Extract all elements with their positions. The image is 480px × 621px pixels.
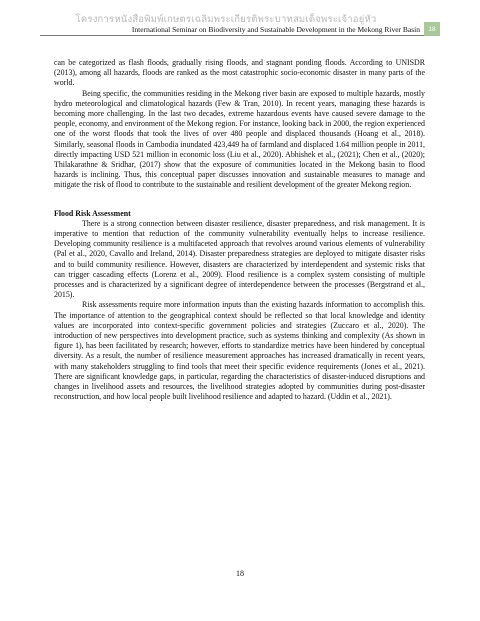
section-heading: Flood Risk Assessment [54, 208, 131, 218]
paragraph-mekong-hazards: Being specific, the communities residing in the Mekong river basin are exposed to multiple hazards, mostly hydro meteorological and climatological hazards (Few & Tran, 2010). In recent years, managing these hazards is becoming more challenging. In the last two decades, extreme hazardous events have caused severe damage to the people, economy, and environment of the Mekong region. For instance, looking back in 2000, the region experienced one of the worst floods that took the lives of over 480 people and displaced thousands (Hoang et al., 2018). Similarly, seasonal floods in Cambodia inundated 423,449 ha of farmland and displaced 1.64 million people in 2011, directly impacting USD 521 million in economic loss (Liu et al., 2020). Abhishek et al., (2021); Chen et al., (2020); Thilakarathne & Sridhar, (2017) show that the exposure of communities located in the Mekong basin to flood hazards is inclining. Thus, this conceptual paper discusses innovation and sustainable measures to manage and mitigate the risk of flood to contribute to the sustainable and resilient development of the greater Mekong region. [54, 88, 425, 190]
header-thai-title: โครงการหนังสือพิมพ์เกษตรเฉลิมพระเกียรติพระบาทสมเด็จพระเจ้าอยู่หัว [75, 14, 377, 25]
header-page-tab: 18 [424, 22, 440, 36]
paragraph-risk-assessment: Risk assessments require more information inputs than the existing hazards information to accomplish this. The importance of attention to the geographical context should be reflected so that local knowledge and identity values are incorporated into context-specific government policies and strategies (Zuccaro et al., 2020). The introduction of new perspectives into development practice, such as systems thinking and complexity (As shown in figure 1), has been facilitated by research; however, efforts to standardize metrics have been hindered by conceptual diversity. As a result, the number of resilience measurement approaches has increased dramatically in recent years, with many stakeholders struggling to find tools that meet their specific evidence requirements (Jones et al., 2021). There are significant knowledge gaps, in particular, regarding the characteristics of disaster-induced disruptions and changes in livelihood assets and resources, the livelihood strategies adopted by communities during post-disaster reconstruction, and how local people built livelihood resilience and adapted to hazard. (Uddin et al., 2021). [54, 300, 425, 402]
paragraph-resilience: There is a strong connection between disaster resilience, disaster preparedness, and risk management. It is imperative to mention that reduction of the community vulnerability eventually helps to increase resilience. Developing community resilience is a multifaceted approach that revolves around various elements of vulnerability (Pal et al., 2020, Cavallo and Ireland, 2014). Disaster preparedness strategies are deployed to mitigate disaster risks and to build community resilience. However, disasters are characterized by interdependent and systemic risks that can trigger cascading effects (Lorenz et al., 2009). Flood resilience is a complex system consisting of multiple processes and is characterized by a significant degree of interdependence between the processes (Bergstrand et al., 2015). [54, 218, 425, 300]
header-seminar-title: International Seminar on Biodiversity and Sustainable Development in the Mekong River Basin [131, 25, 420, 34]
paragraph-flood-types: can be categorized as flash floods, gradually rising floods, and stagnant ponding floods. According to UNISDR (2013), among all hazards, floods are ranked as the most catastrophic socio-economic disaster in many parts of the world. [54, 58, 425, 88]
header-divider [40, 35, 424, 36]
page-header [0, 0, 480, 40]
footer-page-number: 18 [236, 569, 244, 578]
page-body [54, 58, 425, 403]
